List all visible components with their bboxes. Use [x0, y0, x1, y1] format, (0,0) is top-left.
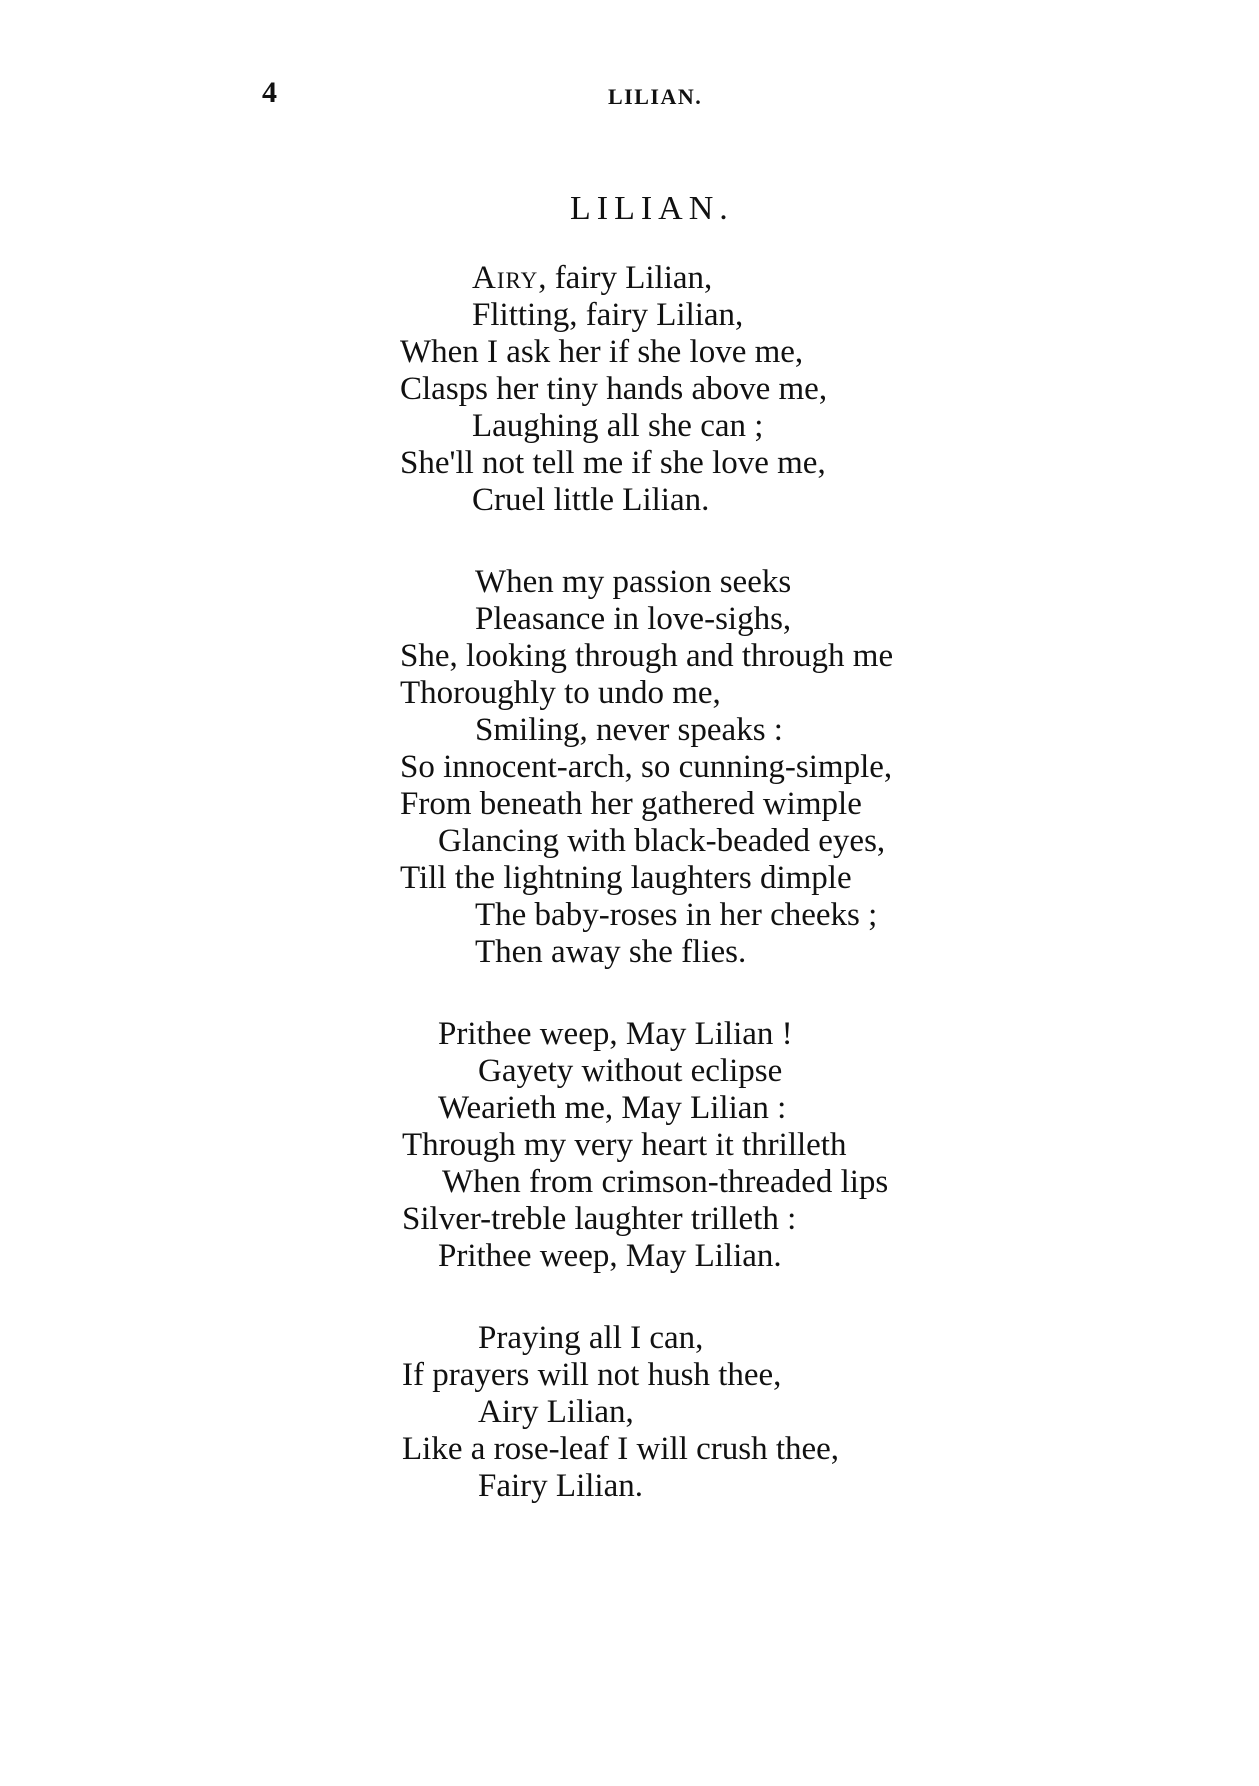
page-number: 4 [262, 76, 277, 109]
poem-line: Cruel little Lilian. [472, 482, 710, 518]
drop-word: Airy [472, 260, 539, 296]
poem-line: Glancing with black-beaded eyes, [438, 823, 886, 859]
poem-line: Till the lightning laughters dimple [400, 860, 852, 896]
poem-line: The baby-roses in her cheeks ; [475, 897, 878, 933]
poem-line: Smiling, never speaks : [475, 712, 783, 748]
poem-line: Prithee weep, May Lilian ! [438, 1016, 793, 1052]
poem-line: When from crimson-threaded lips [442, 1164, 889, 1200]
poem-line: Thoroughly to undo me, [400, 675, 721, 711]
poem-line: When my passion seeks [475, 564, 792, 600]
poem-line: Gayety without eclipse [478, 1053, 783, 1089]
poem-line: Clasps her tiny hands above me, [400, 371, 828, 407]
poem-line: If prayers will not hush thee, [402, 1357, 782, 1393]
poem-title: LILIAN. [570, 190, 734, 227]
poem-line: Through my very heart it thrilleth [402, 1127, 847, 1163]
poem-line: She, looking through and through me [400, 638, 894, 674]
poem-line: Silver-treble laughter trilleth : [402, 1201, 797, 1237]
poem-line: Airy Lilian, [478, 1394, 634, 1430]
poem-line: So innocent-arch, so cunning-simple, [400, 749, 893, 785]
poem-line: Like a rose-leaf I will crush thee, [402, 1431, 840, 1467]
poem-line: Wearieth me, May Lilian : [438, 1090, 787, 1126]
running-head: LILIAN. [608, 84, 703, 109]
poem-line: Pleasance in love-sighs, [475, 601, 792, 637]
poem-line: Prithee weep, May Lilian. [438, 1238, 782, 1274]
poem-line: Laughing all she can ; [472, 408, 764, 444]
poem-line: From beneath her gathered wimple [400, 786, 862, 822]
poem-line: She'll not tell me if she love me, [400, 445, 826, 481]
first-line-rest: , fairy Lilian, [538, 260, 713, 296]
poem-line: Flitting, fairy Lilian, [472, 297, 744, 333]
poem-line: Praying all I can, [478, 1320, 704, 1356]
poem-line: When I ask her if she love me, [400, 334, 804, 370]
poem-line [472, 262, 712, 295]
poem-line: Then away she flies. [475, 934, 747, 970]
poem-line: Fairy Lilian. [478, 1468, 643, 1504]
